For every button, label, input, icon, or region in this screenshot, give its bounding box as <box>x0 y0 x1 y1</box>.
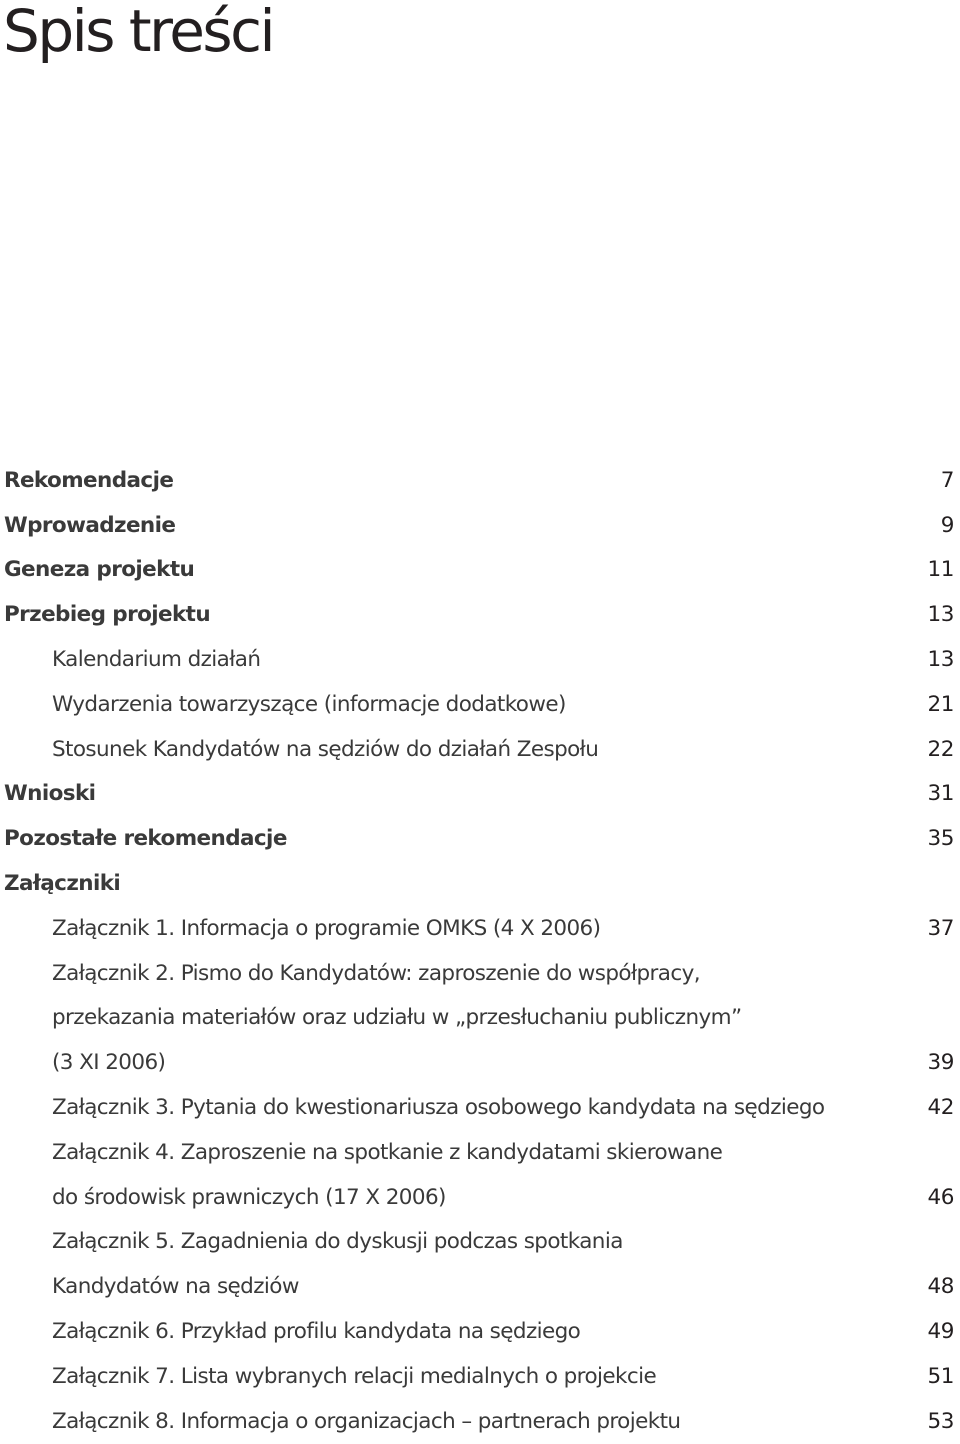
toc-entry[interactable] <box>0 458 960 503</box>
toc-subentry-continuation[interactable] <box>0 1264 960 1309</box>
toc-entry[interactable] <box>0 816 960 861</box>
toc-entry-label: Kandydatów na sędziów <box>52 1274 299 1300</box>
toc-entry-page: 48 <box>927 1274 954 1300</box>
toc-entry-page: 39 <box>927 1050 954 1076</box>
page-title: Spis treści <box>3 0 274 65</box>
toc-subentry[interactable] <box>0 682 960 727</box>
table-of-contents <box>0 458 960 1444</box>
toc-entry-label: Przebieg projektu <box>4 602 211 628</box>
toc-entry-label: Kalendarium działań <box>52 647 261 673</box>
toc-entry[interactable] <box>0 772 960 817</box>
toc-entry-label: Załączniki <box>4 871 121 897</box>
toc-entry-page: 13 <box>927 647 954 673</box>
toc-entry-label: przekazania materiałów oraz udziału w „przesłuchaniu publicznym” <box>52 1005 742 1031</box>
toc-entry-page: 7 <box>940 467 954 493</box>
toc-entry-label: Załącznik 2. Pismo do Kandydatów: zaproszenie do współpracy, <box>52 960 700 986</box>
toc-entry-page: 53 <box>927 1408 954 1434</box>
toc-entry-page: 35 <box>927 826 954 852</box>
toc-subentry[interactable] <box>0 727 960 772</box>
toc-entry-label: (3 XI 2006) <box>52 1050 166 1076</box>
toc-entry-label: Wprowadzenie <box>4 512 176 538</box>
toc-entry-label: Załącznik 4. Zaproszenie na spotkanie z kandydatami skierowane <box>52 1139 723 1165</box>
toc-entry-page: 49 <box>927 1319 954 1345</box>
toc-entry-label: Załącznik 8. Informacja o organizacjach – partnerach projektu <box>52 1408 681 1434</box>
toc-entry-label: Wydarzenia towarzyszące (informacje dodatkowe) <box>52 691 566 717</box>
toc-entry-page: 13 <box>927 602 954 628</box>
toc-entry-page: 42 <box>927 1095 954 1121</box>
toc-entry-page: 22 <box>927 736 954 762</box>
toc-subentry[interactable] <box>0 1354 960 1399</box>
toc-entry-label: Załącznik 7. Lista wybranych relacji medialnych o projekcie <box>52 1363 657 1389</box>
toc-entry[interactable] <box>0 548 960 593</box>
toc-subentry-continuation[interactable] <box>0 1175 960 1220</box>
toc-entry-page: 51 <box>927 1363 954 1389</box>
toc-entry-page: 21 <box>927 691 954 717</box>
toc-entry-page: 31 <box>927 781 954 807</box>
toc-subentry[interactable] <box>0 1309 960 1354</box>
toc-subentry[interactable] <box>0 1399 960 1444</box>
toc-entry-label: Załącznik 1. Informacja o programie OMKS (4 X 2006) <box>52 915 601 941</box>
toc-entry[interactable] <box>0 861 960 906</box>
toc-entry-label: Załącznik 5. Zagadnienia do dyskusji podczas spotkania <box>52 1229 623 1255</box>
toc-entry-label: Geneza projektu <box>4 557 195 583</box>
toc-subentry[interactable] <box>0 1085 960 1130</box>
toc-entry[interactable] <box>0 592 960 637</box>
toc-entry-label: Stosunek Kandydatów na sędziów do działań Zespołu <box>52 736 599 762</box>
toc-subentry[interactable] <box>0 637 960 682</box>
toc-subentry-continuation[interactable] <box>0 1040 960 1085</box>
toc-subentry-continuation[interactable] <box>0 996 960 1041</box>
toc-subentry[interactable] <box>0 1130 960 1175</box>
toc-subentry[interactable] <box>0 906 960 951</box>
toc-entry-label: Wnioski <box>4 781 96 807</box>
toc-entry-label: do środowisk prawniczych (17 X 2006) <box>52 1184 446 1210</box>
toc-entry-page: 11 <box>927 557 954 583</box>
toc-entry-page: 46 <box>927 1184 954 1210</box>
toc-entry-page: 37 <box>927 915 954 941</box>
toc-entry-label: Załącznik 6. Przykład profilu kandydata na sędziego <box>52 1319 581 1345</box>
toc-entry[interactable] <box>0 503 960 548</box>
toc-entry-label: Pozostałe rekomendacje <box>4 826 287 852</box>
toc-entry-label: Załącznik 3. Pytania do kwestionariusza osobowego kandydata na sędziego <box>52 1095 825 1121</box>
toc-entry-page: 9 <box>940 512 954 538</box>
toc-subentry[interactable] <box>0 1220 960 1265</box>
toc-entry-label: Rekomendacje <box>4 467 174 493</box>
toc-subentry[interactable] <box>0 951 960 996</box>
